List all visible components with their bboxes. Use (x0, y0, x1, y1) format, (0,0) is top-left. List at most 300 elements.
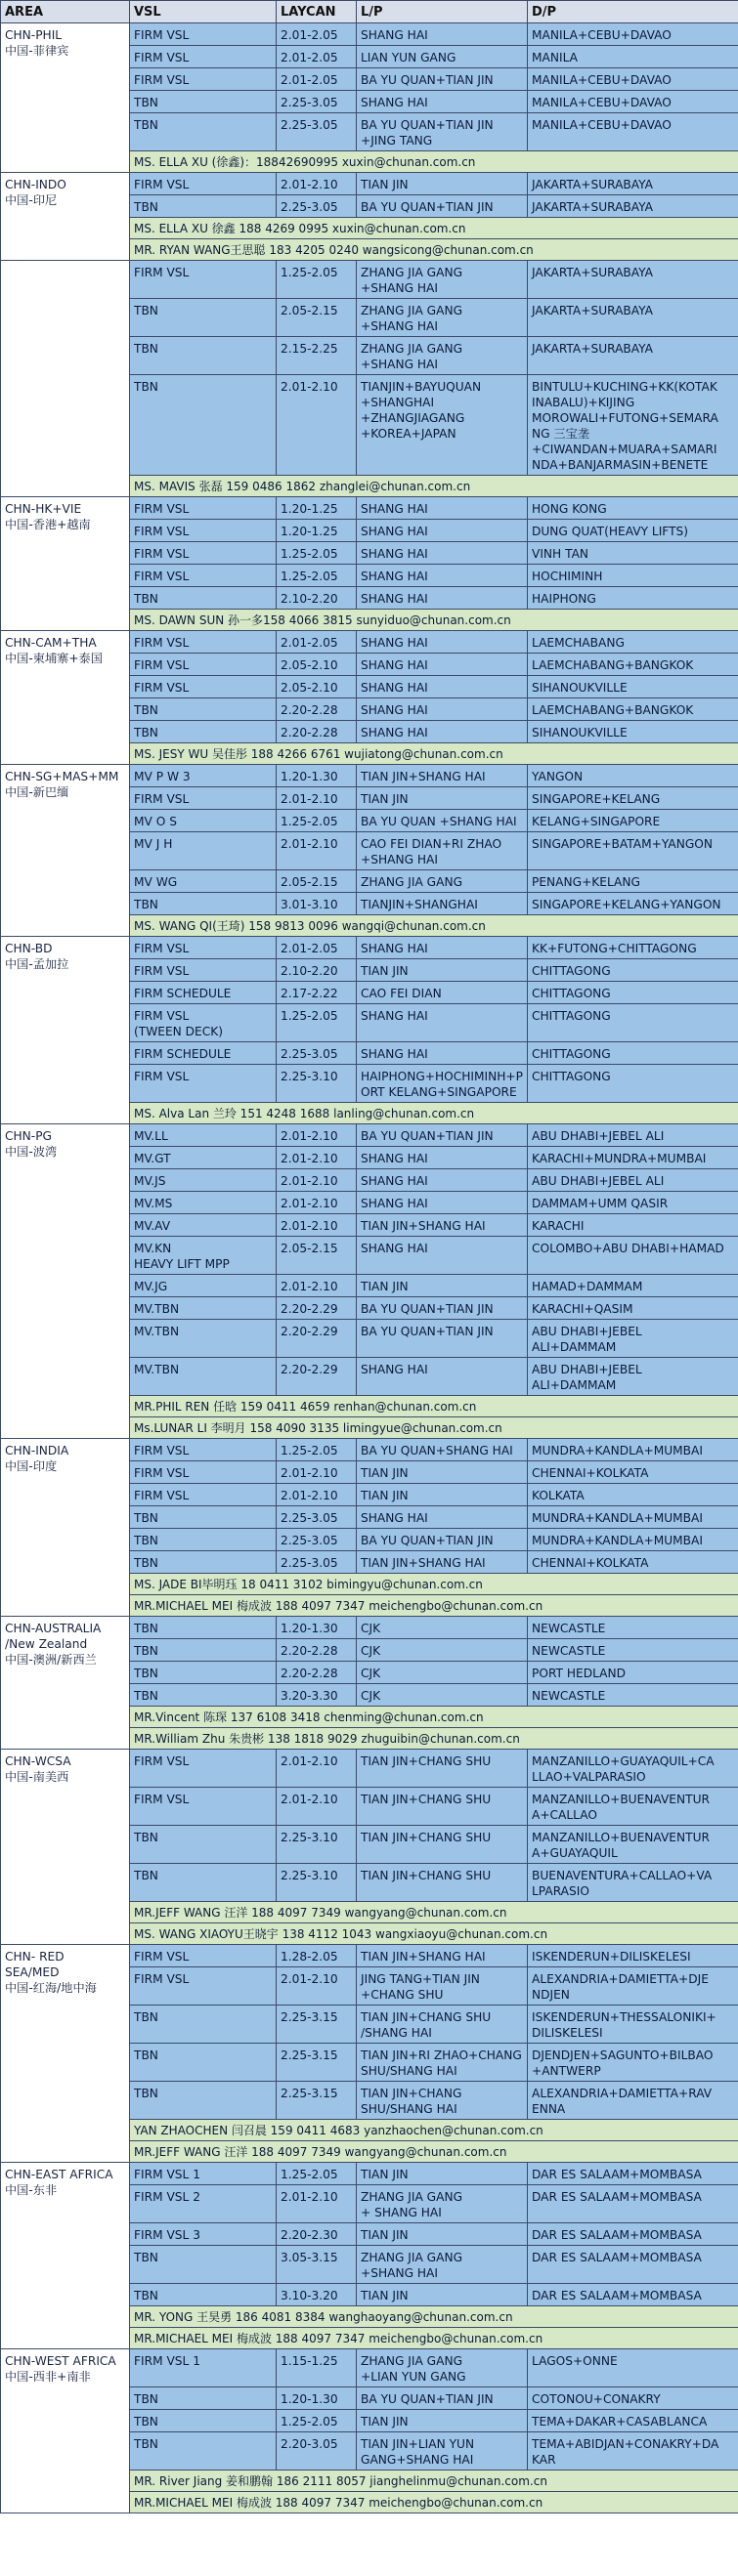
lp-cell: SHANG HAI (357, 587, 528, 610)
vsl-cell: MV.MS (130, 1192, 277, 1214)
lp-cell: ZHANG JIA GANG + SHANG HAI (357, 2185, 528, 2223)
lp-cell: BA YU QUAN+TIAN JIN (357, 1529, 528, 1551)
dp-cell: YANGON (528, 765, 738, 787)
laycan-cell: 2.25-3.15 (277, 2006, 357, 2044)
dp-cell: NEWCASTLE (528, 1684, 738, 1707)
area-name-cn: 中国-西非+南非 (5, 2370, 91, 2384)
dp-cell: MANILA+CEBU+DAVAO (528, 91, 738, 113)
vsl-cell: TBN (130, 1617, 277, 1639)
dp-cell: KARACHI (528, 1214, 738, 1237)
lp-cell: SHANG HAI (357, 1506, 528, 1529)
dp-cell: PORT HEDLAND (528, 1662, 738, 1684)
area-cell (1, 2349, 130, 2513)
dp-cell: SINGAPORE+KELANG+YANGON (528, 893, 738, 915)
vsl-cell: FIRM SCHEDULE (130, 982, 277, 1004)
vsl-cell: MV.TBN (130, 1358, 277, 1396)
lp-cell: SHANG HAI (357, 565, 528, 587)
vsl-cell: MV.TBN (130, 1320, 277, 1358)
laycan-cell: 3.20-3.30 (277, 1684, 357, 1707)
laycan-cell: 2.01-2.10 (277, 1147, 357, 1169)
lp-cell: SHANG HAI (357, 497, 528, 520)
lp-cell: CJK (357, 1662, 528, 1684)
lp-cell: BA YU QUAN +SHANG HAI (357, 810, 528, 832)
area-name-en: CHN-SG+MAS+MM (5, 770, 119, 783)
contact-info: MR.MICHAEL MEI 梅成波 188 4097 7347 meichengbo@chunan.com.cn (130, 2328, 738, 2349)
vsl-cell: MV.KN HEAVY LIFT MPP (130, 1237, 277, 1275)
dp-cell: CHENNAI+KOLKATA (528, 1551, 738, 1574)
laycan-cell: 1.15-1.25 (277, 2349, 357, 2387)
table-row (1, 1945, 738, 1967)
header-row (1, 1, 738, 23)
laycan-cell: 2.01-2.10 (277, 1750, 357, 1788)
laycan-cell: 2.25-3.05 (277, 1506, 357, 1529)
dp-cell: JAKARTA+SURABAYA (528, 299, 738, 337)
table-row (1, 631, 738, 654)
dp-cell: JAKARTA+SURABAYA (528, 173, 738, 195)
laycan-cell: 1.25-2.05 (277, 2163, 357, 2185)
lp-cell: SHANG HAI (357, 1042, 528, 1065)
laycan-cell: 1.20-1.25 (277, 497, 357, 520)
vsl-cell: MV.TBN (130, 1297, 277, 1320)
lp-cell: ZHANG JIA GANG +SHANG HAI (357, 2246, 528, 2284)
laycan-cell: 2.17-2.22 (277, 982, 357, 1004)
vsl-cell: FIRM VSL (130, 1065, 277, 1103)
dp-cell: CHITTAGONG (528, 982, 738, 1004)
laycan-cell: 2.20-3.05 (277, 2432, 357, 2470)
contact-info: MR.William Zhu 朱贵彬 138 1818 9029 zhuguibin@chunan.com.cn (130, 1728, 738, 1750)
contact-info: MS. MAVIS 张磊 159 0486 1862 zhanglei@chunan.com.cn (130, 476, 738, 497)
laycan-cell: 1.20-1.30 (277, 2387, 357, 2410)
laycan-cell: 2.05-2.15 (277, 299, 357, 337)
vsl-cell: FIRM VSL (130, 1967, 277, 2006)
laycan-cell: 2.01-2.10 (277, 1967, 357, 2006)
vsl-cell: TBN (130, 1506, 277, 1529)
area-name-en: CHN-CAM+THA (5, 636, 97, 650)
dp-cell: NEWCASTLE (528, 1639, 738, 1662)
vsl-cell: TBN (130, 2432, 277, 2470)
dp-cell: DAR ES SALAAM+MOMBASA (528, 2223, 738, 2246)
dp-cell: DAR ES SALAAM+MOMBASA (528, 2246, 738, 2284)
vsl-cell: TBN (130, 893, 277, 915)
lp-cell: CAO FEI DIAN (357, 982, 528, 1004)
area-name-en: CHN-BD (5, 942, 53, 955)
area-cell (1, 23, 130, 173)
contact-info: MR.MICHAEL MEI 梅成波 188 4097 7347 meichengbo@chunan.com.cn (130, 2492, 738, 2513)
area-cell (1, 765, 130, 937)
dp-cell: TEMA+ABIDJAN+CONAKRY+DA KAR (528, 2432, 738, 2470)
dp-cell: TEMA+DAKAR+CASABLANCA (528, 2410, 738, 2432)
dp-cell: SIHANOUKVILLE (528, 721, 738, 743)
laycan-cell: 1.25-2.05 (277, 2410, 357, 2432)
laycan-cell: 2.25-3.10 (277, 1864, 357, 1902)
lp-cell: CAO FEI DIAN+RI ZHAO +SHANG HAI (357, 832, 528, 870)
dp-cell: HONG KONG (528, 497, 738, 520)
table-row (1, 1124, 738, 1147)
area-name-en: CHN-INDO (5, 178, 66, 191)
lp-cell: BA YU QUAN+TIAN JIN (357, 2387, 528, 2410)
dp-cell: ALEXANDRIA+DAMIETTA+DJE NDJEN (528, 1967, 738, 2006)
area-cell (1, 1945, 130, 2163)
lp-cell: BA YU QUAN+TIAN JIN (357, 1297, 528, 1320)
vsl-cell: TBN (130, 91, 277, 113)
laycan-cell: 3.05-3.15 (277, 2246, 357, 2284)
laycan-cell: 2.01-2.10 (277, 1275, 357, 1297)
vsl-cell: FIRM VSL (130, 654, 277, 676)
lp-cell: SHANG HAI (357, 1147, 528, 1169)
laycan-cell: 2.15-2.25 (277, 337, 357, 375)
vsl-cell: FIRM VSL (TWEEN DECK) (130, 1004, 277, 1042)
vsl-cell: MV P W 3 (130, 765, 277, 787)
laycan-cell: 2.01-2.10 (277, 1192, 357, 1214)
dp-cell: MANILA (528, 46, 738, 68)
vsl-cell: FIRM VSL (130, 937, 277, 959)
area-name-cn: 中国-新巴缅 (5, 785, 69, 799)
laycan-cell: 2.20-2.30 (277, 2223, 357, 2246)
vsl-cell: TBN (130, 195, 277, 218)
vsl-cell: FIRM VSL 3 (130, 2223, 277, 2246)
dp-cell: CHITTAGONG (528, 1042, 738, 1065)
vsl-cell: FIRM VSL (130, 676, 277, 698)
laycan-cell: 3.01-3.10 (277, 893, 357, 915)
dp-cell: CHENNAI+KOLKATA (528, 1461, 738, 1484)
table-row (1, 1439, 738, 1461)
lp-cell: TIAN JIN+CHANG SHU (357, 1788, 528, 1826)
dp-cell: LAEMCHABANG (528, 631, 738, 654)
laycan-cell: 2.01-2.05 (277, 68, 357, 91)
lp-cell: TIAN JIN+CHANG SHU/SHANG HAI (357, 2082, 528, 2120)
lp-cell: SHANG HAI (357, 520, 528, 542)
dp-cell: DJENDJEN+SAGUNTO+BILBAO +ANTWERP (528, 2044, 738, 2082)
vsl-cell: TBN (130, 1662, 277, 1684)
lp-cell: LIAN YUN GANG (357, 46, 528, 68)
laycan-cell: 2.01-2.05 (277, 23, 357, 46)
laycan-cell: 2.01-2.05 (277, 46, 357, 68)
dp-cell: HOCHIMINH (528, 565, 738, 587)
vsl-cell: FIRM VSL (130, 1788, 277, 1826)
vsl-cell: FIRM VSL (130, 497, 277, 520)
dp-cell: CHITTAGONG (528, 1004, 738, 1042)
dp-cell: HAIPHONG (528, 587, 738, 610)
area-cell (1, 497, 130, 631)
vsl-cell: TBN (130, 1684, 277, 1707)
vsl-cell: MV.LL (130, 1124, 277, 1147)
area-name-en: CHN-WEST AFRICA (5, 2354, 116, 2368)
contact-info: Ms.LUNAR LI 李明月 158 4090 3135 limingyue@chunan.com.cn (130, 1417, 738, 1439)
vsl-cell: TBN (130, 2006, 277, 2044)
dp-cell: MUNDRA+KANDLA+MUMBAI (528, 1506, 738, 1529)
dp-cell: ALEXANDRIA+DAMIETTA+RAV ENNA (528, 2082, 738, 2120)
lp-cell: BA YU QUAN+TIAN JIN (357, 68, 528, 91)
lp-cell: HAIPHONG+HOCHIMINH+P ORT KELANG+SINGAPORE (357, 1065, 528, 1103)
lp-cell: TIAN JIN (357, 959, 528, 982)
lp-cell: TIAN JIN+LIAN YUN GANG+SHANG HAI (357, 2432, 528, 2470)
laycan-cell: 2.01-2.05 (277, 631, 357, 654)
laycan-cell: 2.01-2.10 (277, 832, 357, 870)
vsl-cell: FIRM VSL (130, 1750, 277, 1788)
laycan-cell: 1.25-2.05 (277, 1439, 357, 1461)
vsl-cell: TBN (130, 1639, 277, 1662)
vsl-cell: FIRM VSL (130, 542, 277, 565)
contact-info: MS. JADE BI毕明珏 18 0411 3102 bimingyu@chunan.com.cn (130, 1574, 738, 1595)
laycan-cell: 2.20-2.29 (277, 1297, 357, 1320)
contact-info: MS. ELLA XU 徐鑫 188 4269 0995 xuxin@chunan.com.cn (130, 218, 738, 239)
dp-cell: DAR ES SALAAM+MOMBASA (528, 2185, 738, 2223)
dp-cell: MANILA+CEBU+DAVAO (528, 113, 738, 151)
table-row (1, 173, 738, 195)
area-name-en: CHN-AUSTRALIA /New Zealand (5, 1622, 102, 1651)
lp-cell: TIAN JIN+CHANG SHU (357, 1750, 528, 1788)
lp-cell: SHANG HAI (357, 91, 528, 113)
laycan-cell: 1.25-2.05 (277, 565, 357, 587)
area-name-cn: 中国-澳洲/新西兰 (5, 1653, 97, 1667)
lp-cell: ZHANG JIA GANG +LIAN YUN GANG (357, 2349, 528, 2387)
dp-cell: ABU DHABI+JEBEL ALI+DAMMAM (528, 1358, 738, 1396)
laycan-cell: 1.25-2.05 (277, 1004, 357, 1042)
dp-cell: MANZANILLO+BUENAVENTUR A+GUAYAQUIL (528, 1826, 738, 1864)
dp-cell: DAMMAM+UMM QASIR (528, 1192, 738, 1214)
lp-cell: SHANG HAI (357, 1004, 528, 1042)
contact-info: MR.PHIL REN 任晗 159 0411 4659 renhan@chunan.com.cn (130, 1396, 738, 1417)
lp-cell: JING TANG+TIAN JIN +CHANG SHU (357, 1967, 528, 2006)
vsl-cell: FIRM VSL (130, 1461, 277, 1484)
area-name-cn: 中国-印尼 (5, 193, 58, 207)
lp-cell: SHANG HAI (357, 721, 528, 743)
lp-cell: SHANG HAI (357, 631, 528, 654)
lp-cell: BA YU QUAN+TIAN JIN (357, 1124, 528, 1147)
laycan-cell: 2.20-2.29 (277, 1320, 357, 1358)
vsl-cell: FIRM VSL (130, 1439, 277, 1461)
laycan-cell: 2.25-3.05 (277, 1529, 357, 1551)
vsl-cell: FIRM VSL 1 (130, 2349, 277, 2387)
lp-cell: TIANJIN+SHANGHAI (357, 893, 528, 915)
lp-cell: ZHANG JIA GANG +SHANG HAI (357, 299, 528, 337)
area-cell (1, 261, 130, 497)
lp-cell: ZHANG JIA GANG +SHANG HAI (357, 261, 528, 299)
lp-cell: TIAN JIN (357, 1484, 528, 1506)
lp-cell: SHANG HAI (357, 1192, 528, 1214)
vsl-cell: FIRM VSL 2 (130, 2185, 277, 2223)
vsl-cell: TBN (130, 2387, 277, 2410)
vsl-cell: TBN (130, 337, 277, 375)
dp-cell: COTONOU+CONAKRY (528, 2387, 738, 2410)
table-row (1, 261, 738, 299)
lp-cell: SHANG HAI (357, 676, 528, 698)
laycan-cell: 1.28-2.05 (277, 1945, 357, 1967)
vsl-cell: FIRM VSL (130, 1484, 277, 1506)
laycan-cell: 2.01-2.10 (277, 1214, 357, 1237)
laycan-cell: 2.25-3.15 (277, 2082, 357, 2120)
area-cell (1, 1617, 130, 1750)
laycan-cell: 3.10-3.20 (277, 2284, 357, 2306)
vsl-cell: FIRM VSL (130, 23, 277, 46)
vsl-cell: FIRM VSL (130, 565, 277, 587)
laycan-cell: 2.10-2.20 (277, 587, 357, 610)
lp-cell: SHANG HAI (357, 23, 528, 46)
dp-cell: MUNDRA+KANDLA+MUMBAI (528, 1439, 738, 1461)
dp-cell: MANILA+CEBU+DAVAO (528, 68, 738, 91)
table-row (1, 497, 738, 520)
vsl-cell: FIRM VSL (130, 68, 277, 91)
dp-cell: HAMAD+DAMMAM (528, 1275, 738, 1297)
contact-info: MR. RYAN WANG王思聪 183 4205 0240 wangsicong@chunan.com.cn (130, 239, 738, 261)
contact-info: MR.Vincent 陈琛 137 6108 3418 chenming@chunan.com.cn (130, 1707, 738, 1728)
laycan-cell: 2.25-3.05 (277, 91, 357, 113)
laycan-cell: 2.05-2.15 (277, 1237, 357, 1275)
contact-info: MR.MICHAEL MEI 梅成波 188 4097 7347 meichengbo@chunan.com.cn (130, 1595, 738, 1617)
dp-cell: COLOMBO+ABU DHABI+HAMAD (528, 1237, 738, 1275)
lp-cell: CJK (357, 1684, 528, 1707)
lp-cell: BA YU QUAN+SHANG HAI (357, 1439, 528, 1461)
laycan-cell: 2.05-2.10 (277, 676, 357, 698)
area-cell (1, 173, 130, 261)
lp-cell: SHANG HAI (357, 542, 528, 565)
laycan-cell: 2.25-3.05 (277, 1042, 357, 1065)
lp-cell: TIANJIN+BAYUQUAN +SHANGHAI +ZHANGJIAGANG +KOREA+JAPAN (357, 375, 528, 476)
laycan-cell: 2.25-3.10 (277, 1826, 357, 1864)
dp-cell: SINGAPORE+KELANG (528, 787, 738, 810)
laycan-cell: 2.20-2.28 (277, 1639, 357, 1662)
dp-cell: ABU DHABI+JEBEL ALI (528, 1169, 738, 1192)
dp-cell: LAEMCHABANG+BANGKOK (528, 654, 738, 676)
laycan-cell: 2.01-2.10 (277, 1461, 357, 1484)
vsl-cell: MV O S (130, 810, 277, 832)
lp-cell: TIAN JIN+CHANG SHU (357, 1826, 528, 1864)
dp-cell: SINGAPORE+BATAM+YANGON (528, 832, 738, 870)
dp-cell: SIHANOUKVILLE (528, 676, 738, 698)
lp-cell: TIAN JIN+SHANG HAI (357, 765, 528, 787)
dp-cell: VINH TAN (528, 542, 738, 565)
dp-cell: MANZANILLO+GUAYAQUIL+CA LLAO+VALPARASIO (528, 1750, 738, 1788)
header-lp: L/P (357, 1, 528, 23)
dp-cell: LAEMCHABANG+BANGKOK (528, 698, 738, 721)
laycan-cell: 1.25-2.05 (277, 542, 357, 565)
header-area: AREA (1, 1, 130, 23)
lp-cell: CJK (357, 1639, 528, 1662)
laycan-cell: 1.20-1.30 (277, 765, 357, 787)
vsl-cell: FIRM VSL (130, 787, 277, 810)
dp-cell: BUENAVENTURA+CALLAO+VA LPARASIO (528, 1864, 738, 1902)
area-cell (1, 1124, 130, 1439)
laycan-cell: 2.25-3.15 (277, 2044, 357, 2082)
vsl-cell: TBN (130, 299, 277, 337)
lp-cell: TIAN JIN (357, 2163, 528, 2185)
laycan-cell: 2.05-2.10 (277, 654, 357, 676)
laycan-cell: 2.20-2.28 (277, 721, 357, 743)
contact-info: MR.JEFF WANG 汪洋 188 4097 7349 wangyang@chunan.com.cn (130, 2141, 738, 2163)
area-name-cn: 中国-波湾 (5, 1145, 58, 1159)
dp-cell: LAGOS+ONNE (528, 2349, 738, 2387)
contact-info: MR.JEFF WANG 汪洋 188 4097 7349 wangyang@chunan.com.cn (130, 1902, 738, 1923)
dp-cell: DAR ES SALAAM+MOMBASA (528, 2163, 738, 2185)
dp-cell: MANILA+CEBU+DAVAO (528, 23, 738, 46)
table-row (1, 765, 738, 787)
lp-cell: TIAN JIN (357, 2410, 528, 2432)
laycan-cell: 2.20-2.29 (277, 1358, 357, 1396)
vsl-cell: TBN (130, 2410, 277, 2432)
area-name-en: CHN-INDIA (5, 1444, 69, 1457)
laycan-cell: 1.20-1.30 (277, 1617, 357, 1639)
lp-cell: TIAN JIN (357, 2223, 528, 2246)
vsl-cell: MV J H (130, 832, 277, 870)
dp-cell: JAKARTA+SURABAYA (528, 337, 738, 375)
laycan-cell: 2.01-2.10 (277, 375, 357, 476)
area-cell (1, 2163, 130, 2349)
vsl-cell: FIRM VSL (130, 959, 277, 982)
laycan-cell: 2.01-2.10 (277, 787, 357, 810)
vsl-cell: MV WG (130, 870, 277, 893)
lp-cell: TIAN JIN+SHANG HAI (357, 1551, 528, 1574)
vsl-cell: TBN (130, 2284, 277, 2306)
dp-cell: NEWCASTLE (528, 1617, 738, 1639)
laycan-cell: 2.10-2.20 (277, 959, 357, 982)
lp-cell: TIAN JIN+CHANG SHU (357, 1864, 528, 1902)
dp-cell: JAKARTA+SURABAYA (528, 261, 738, 299)
area-name-cn: 中国-柬埔寨+泰国 (5, 652, 103, 665)
dp-cell: PENANG+KELANG (528, 870, 738, 893)
lp-cell: TIAN JIN+CHANG SHU /SHANG HAI (357, 2006, 528, 2044)
area-name-en: CHN-PHIL (5, 28, 63, 42)
dp-cell: JAKARTA+SURABAYA (528, 195, 738, 218)
contact-info: YAN ZHAOCHEN 闫召晨 159 0411 4683 yanzhaochen@chunan.com.cn (130, 2120, 738, 2141)
contact-info: MS. Alva Lan 兰玲 151 4248 1688 lanling@chunan.com.cn (130, 1103, 738, 1124)
lp-cell: TIAN JIN (357, 2284, 528, 2306)
laycan-cell: 1.20-1.25 (277, 520, 357, 542)
contact-info: MS. ELLA XU (徐鑫)：18842690995 xuxin@chunan.com.cn (130, 151, 738, 173)
vsl-cell: MV.JG (130, 1275, 277, 1297)
laycan-cell: 2.01-2.10 (277, 1124, 357, 1147)
laycan-cell: 2.01-2.10 (277, 1484, 357, 1506)
area-cell (1, 937, 130, 1124)
dp-cell: ISKENDERUN+DILISKELESI (528, 1945, 738, 1967)
lp-cell: SHANG HAI (357, 1358, 528, 1396)
table-row (1, 23, 738, 46)
lp-cell: CJK (357, 1617, 528, 1639)
dp-cell: KARACHI+QASIM (528, 1297, 738, 1320)
lp-cell: TIAN JIN+RI ZHAO+CHANG SHU/SHANG HAI (357, 2044, 528, 2082)
area-name-en: CHN-PG (5, 1129, 52, 1143)
vsl-cell: TBN (130, 698, 277, 721)
laycan-cell: 2.25-3.05 (277, 113, 357, 151)
vsl-cell: TBN (130, 113, 277, 151)
laycan-cell: 2.01-2.10 (277, 1169, 357, 1192)
table-row (1, 1750, 738, 1788)
vsl-cell: MV.JS (130, 1169, 277, 1192)
vsl-cell: TBN (130, 2082, 277, 2120)
vsl-cell: FIRM VSL (130, 631, 277, 654)
dp-cell: ISKENDERUN+THESSALONIKI+ DILISKELESI (528, 2006, 738, 2044)
contact-info: MS. WANG XIAOYU王晓宇 138 4112 1043 wangxiaoyu@chunan.com.cn (130, 1923, 738, 1945)
area-name-cn: 中国-南美西 (5, 1770, 69, 1784)
area-name-cn: 中国-孟加拉 (5, 957, 69, 971)
lp-cell: ZHANG JIA GANG +SHANG HAI (357, 337, 528, 375)
lp-cell: TIAN JIN (357, 1461, 528, 1484)
lp-cell: BA YU QUAN+TIAN JIN +JING TANG (357, 113, 528, 151)
lp-cell: TIAN JIN+SHANG HAI (357, 1945, 528, 1967)
lp-cell: SHANG HAI (357, 698, 528, 721)
table-row (1, 937, 738, 959)
dp-cell: KK+FUTONG+CHITTAGONG (528, 937, 738, 959)
laycan-cell: 2.05-2.15 (277, 870, 357, 893)
header-vsl: VSL (130, 1, 277, 23)
header-laycan: LAYCAN (277, 1, 357, 23)
lp-cell: BA YU QUAN+TIAN JIN (357, 195, 528, 218)
area-cell (1, 631, 130, 765)
vsl-cell: FIRM SCHEDULE (130, 1042, 277, 1065)
vsl-cell: TBN (130, 375, 277, 476)
laycan-cell: 2.01-2.10 (277, 1788, 357, 1826)
lp-cell: SHANG HAI (357, 1237, 528, 1275)
dp-cell: DAR ES SALAAM+MOMBASA (528, 2284, 738, 2306)
